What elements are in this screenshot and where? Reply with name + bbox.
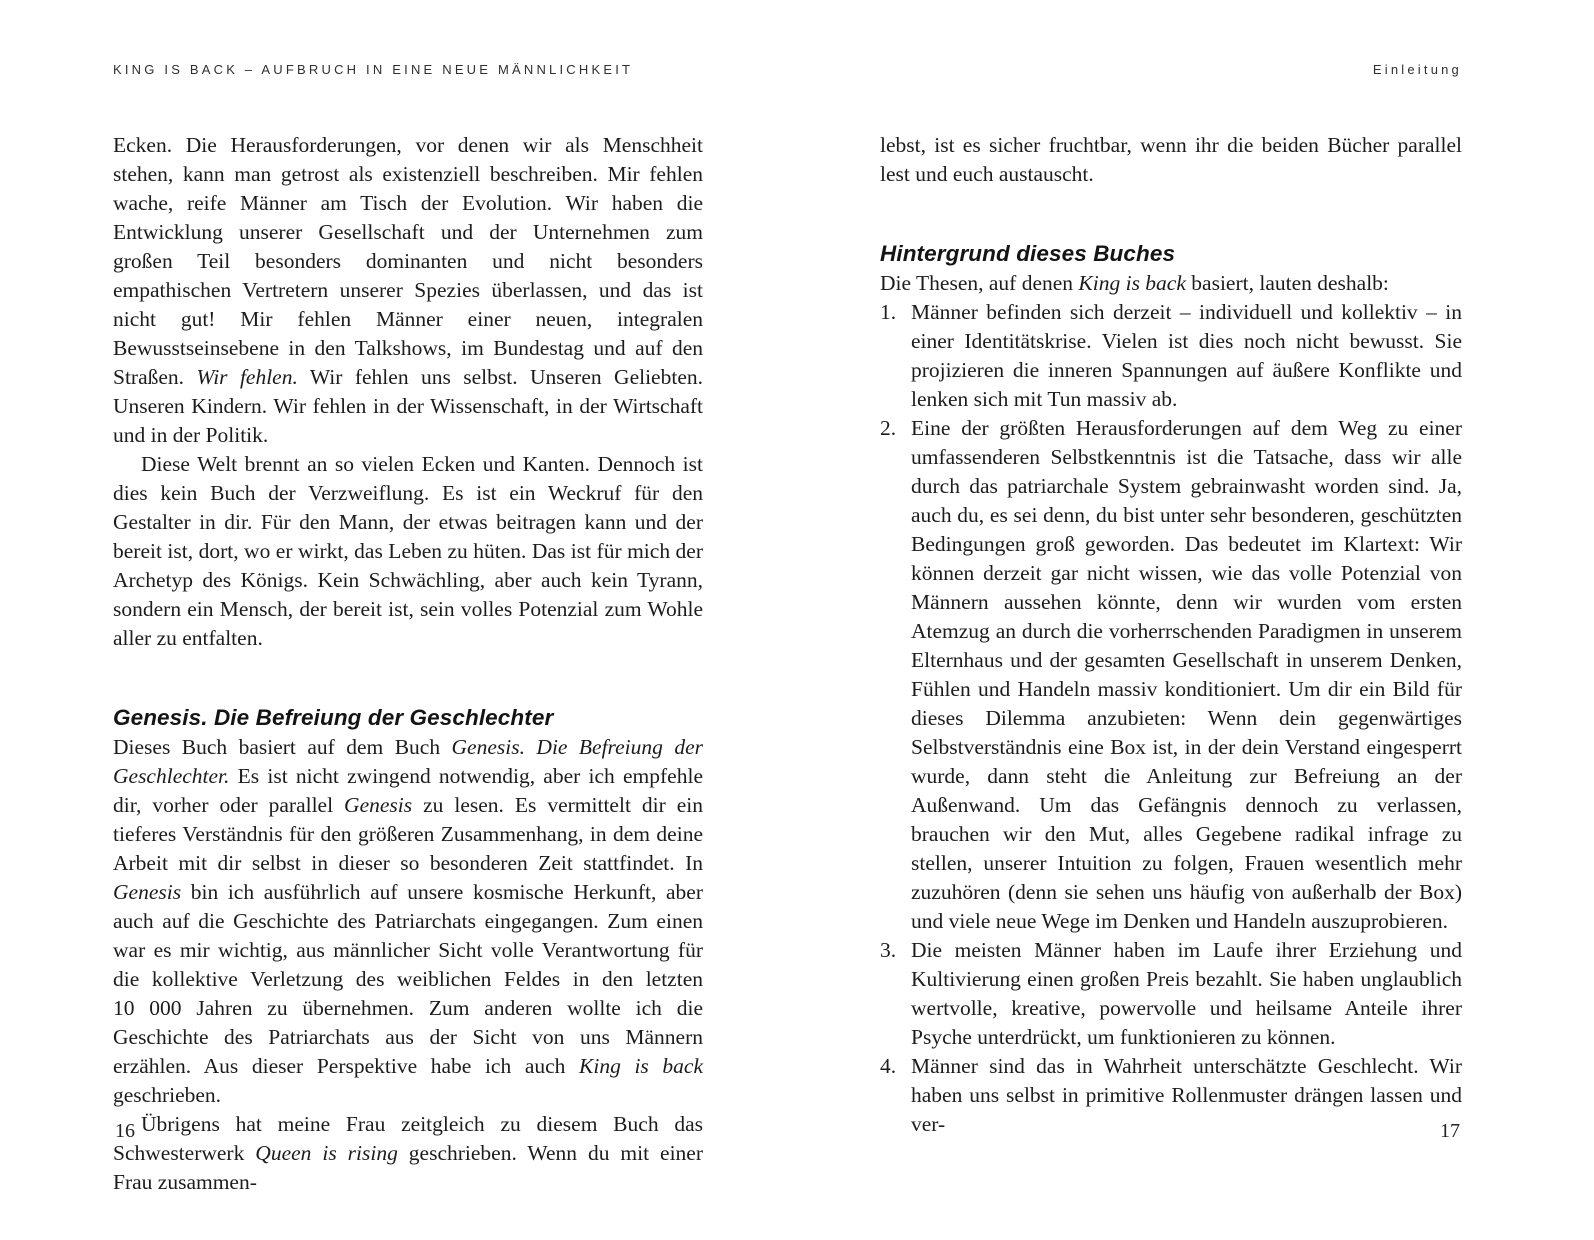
section-heading-genesis: Genesis. Die Befreiung der Geschlechter: [113, 705, 554, 730]
page-right: [880, 0, 1462, 1240]
list-item: [880, 414, 1462, 936]
thesis-list: [880, 298, 1462, 1139]
list-number: 3.: [880, 938, 897, 962]
list-item-text: Männer befinden sich derzeit – individuell und kollektiv – in einer Identitätskrise. Vielen ist dies noch nicht bewusst. Sie projizieren die inneren Spannungen auf äußere Konflikte und lenken sich mit Tun massiv ab.: [911, 300, 1462, 411]
paragraph: Diese Welt brennt an so vielen Ecken und Kanten. Dennoch ist dies kein Buch der Verzweiflung. Es ist ein Weckruf für den Gestalter in dir. Für den Mann, der etwas beitragen kann und der bereit ist, dort, wo er wirkt, das Leben zu hüten. Das ist für mich der Archetyp des Königs. Kein Schwächling, aber auch kein Tyrann, sondern ein Mensch, der bereit ist, sein volles Potenzial zum Wohle aller zu entfalten.: [113, 452, 703, 650]
paragraph-intro: Die Thesen, auf denen King is back basiert, lauten deshalb:: [880, 271, 1389, 295]
page-number-left: 16: [115, 1120, 135, 1142]
section-heading-hintergrund: Hintergrund dieses Buches: [880, 241, 1176, 266]
list-item-text: Die meisten Männer haben im Laufe ihrer Erziehung und Kultivierung einen großen Preis bezahlt. Sie haben unglaublich wertvolle, kreative, powervolle und heilsame Anteile ihrer Psyche unterdrückt, um funktionieren zu können.: [911, 938, 1462, 1049]
page-left: [113, 0, 703, 1240]
paragraph-continuation: lebst, ist es sicher fruchtbar, wenn ihr die beiden Bücher parallel lest und euch austauscht.: [880, 133, 1462, 186]
page-number-right: 17: [1440, 1120, 1460, 1142]
list-number: 1.: [880, 300, 897, 324]
paragraph: Übrigens hat meine Frau zeitgleich zu diesem Buch das Schwesterwerk Queen is rising geschrieben. Wenn du mit einer Frau zusammen-: [113, 1112, 703, 1194]
list-number: 2.: [880, 416, 897, 440]
right-page-body: [880, 131, 1462, 1139]
paragraph-continuation: Ecken. Die Herausforderungen, vor denen wir als Menschheit stehen, kann man getrost als existenziell beschreiben. Mir fehlen wache, reife Männer am Tisch der Evolution. Wir haben die Entwicklung unserer Gesellschaft und der Unternehmen zum großen Teil besonders dominanten und nicht besonders empathischen Vertretern unserer Spezies überlassen, und das ist nicht gut! Mir fehlen Männer einer neuen, integralen Bewusstseinsebene in den Talkshows, im Bundestag und auf den Straßen. Wir fehlen. Wir fehlen uns selbst. Unseren Geliebten. Unseren Kindern. Wir fehlen in der Wissenschaft, in der Wirtschaft und in der Politik.: [113, 133, 703, 447]
running-head-left: KING IS BACK – AUFBRUCH IN EINE NEUE MÄNNLICHKEIT: [113, 62, 634, 77]
list-number: 4.: [880, 1054, 897, 1078]
list-item-text: Eine der größten Herausforderungen auf dem Weg zu einer umfassenderen Selbstkenntnis ist die Tatsache, dass wir alle durch das patriarchale System gebrainwasht worden sind. Ja, auch du, es sei denn, du bist unter sehr besonderen, geschützten Bedingungen groß geworden. Das bedeutet im Klartext: Wir können derzeit gar nicht wissen, wie das volle Potenzial von Männern aussehen könnte, denn wir wurden vom ersten Atemzug an durch die vorherrschenden Paradigmen in unserem Elternhaus und der gesamten Gesellschaft in unserem Denken, Fühlen und Handeln massiv konditioniert. Um dir ein Bild für dieses Dilemma anzubieten: Wenn dein gegenwärtiges Selbstverständnis eine Box ist, in der dein Verstand eingesperrt wurde, dann steht die Anleitung zur Befreiung an der Außenwand. Um das Gefängnis dennoch zu verlassen, brauchen wir den Mut, alles Gegebene radikal infrage zu stellen, unserer Intuition zu folgen, Frauen wesentlich mehr zuzuhören (denn sie sehen uns häufig von außerhalb der Box) und viele neue Wege im Denken und Handeln auszuprobieren.: [911, 416, 1462, 933]
left-page-body: [113, 131, 703, 1197]
paragraph: Dieses Buch basiert auf dem Buch Genesis. Die Befreiung der Geschlechter. Es ist nicht zwingend notwendig, aber ich empfehle dir, vorher oder parallel Genesis zu lesen. Es vermittelt dir ein tieferes Verständnis für den größeren Zusammenhang, in dem deine Arbeit mit dir selbst in dieser so besonderen Zeit stattfindet. In Genesis bin ich ausführlich auf unsere kosmische Herkunft, aber auch auf die Geschichte des Patriarchats eingegangen. Zum einen war es mir wichtig, aus männlicher Sicht volle Verantwortung für die kollektive Verletzung des weiblichen Feldes in den letzten 10 000 Jahren zu übernehmen. Zum anderen wollte ich die Geschichte des Patriarchats aus der Sicht von uns Männern erzählen. Aus dieser Perspektive habe ich auch King is back geschrieben.: [113, 735, 704, 1107]
list-item: [880, 936, 1462, 1052]
running-head-right: Einleitung: [1372, 62, 1462, 77]
list-item: [880, 1052, 1462, 1139]
list-item: [880, 298, 1462, 414]
list-item-text: Männer sind das in Wahrheit unterschätzte Geschlecht. Wir haben uns selbst in primitive Rollenmuster drängen lassen und ver-: [911, 1054, 1462, 1136]
